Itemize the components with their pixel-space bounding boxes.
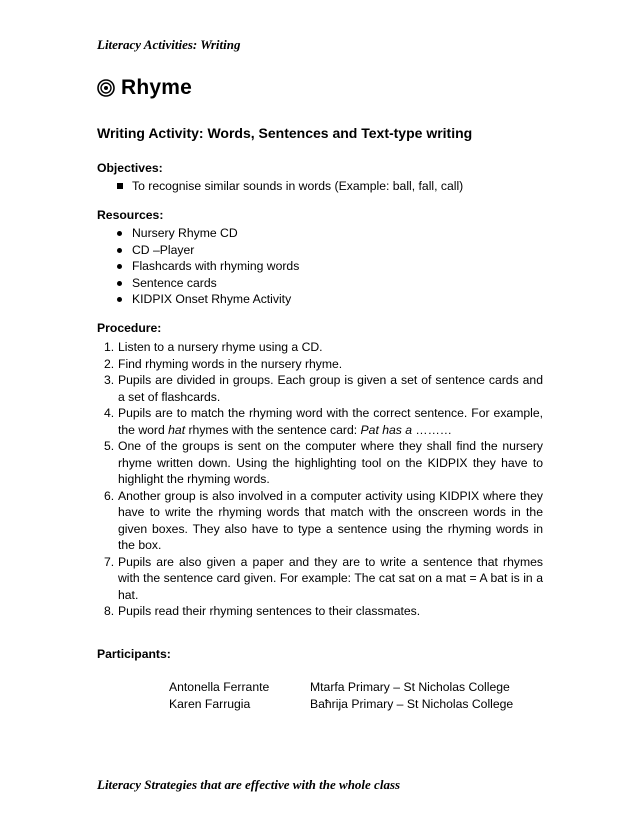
- procedure-step: [104, 438, 543, 488]
- step-text: [118, 405, 543, 438]
- procedure-step: [104, 488, 543, 554]
- step-text-part: ………: [412, 422, 452, 437]
- resources-heading: Resources:: [97, 207, 164, 222]
- list-item: Nursery Rhyme CD: [117, 225, 543, 242]
- step-text: Pupils are divided in groups. Each group is given a set of sentence cards and a set of flashcards.: [118, 373, 543, 404]
- title-row: [97, 76, 192, 100]
- step-number: 5.: [104, 439, 115, 453]
- step-number: 8.: [104, 604, 115, 618]
- step-number: 2.: [104, 356, 115, 371]
- list-item: Sentence cards: [117, 275, 543, 292]
- list-item: KIDPIX Onset Rhyme Activity: [117, 291, 543, 308]
- step-number: 7.: [104, 554, 115, 569]
- objectives-list: [97, 178, 543, 195]
- procedure-step: [104, 554, 543, 604]
- main-content: [97, 125, 543, 712]
- procedure-list: [97, 339, 543, 620]
- list-item: To recognise similar sounds in words (Example: ball, fall, call): [117, 178, 543, 195]
- step-number: 1.: [104, 340, 115, 354]
- procedure-step: [104, 356, 543, 373]
- step-text: Another group is also involved in a computer activity using KIDPIX where they have to write the rhyming words that match with the onscreen words in the given boxes. They also have to type a sentence using the rhyming words in the box.: [118, 488, 543, 552]
- procedure-step: [104, 603, 543, 620]
- step-text: Find rhyming words in the nursery rhyme.: [118, 356, 343, 371]
- procedure-step: [104, 405, 543, 438]
- list-item: Flashcards with rhyming words: [117, 258, 543, 275]
- participant-school: Mtarfa Primary – St Nicholas College: [310, 680, 510, 694]
- participant-row: [169, 679, 543, 696]
- step-text: One of the groups is sent on the computer where they shall find the nursery rhyme written down. Using the highlighting tool on the KIDPIX they have to highlight the rhyming words.: [118, 439, 543, 486]
- example-word: hat: [168, 422, 186, 437]
- page-header: Literacy Activities: Writing: [97, 37, 241, 52]
- participant-name: Karen Farrugia: [169, 696, 251, 711]
- step-text: Pupils read their rhyming sentences to their classmates.: [118, 604, 421, 618]
- procedure-step: [104, 372, 543, 405]
- activity-heading: Writing Activity: Words, Sentences and Text-type writing: [97, 125, 473, 141]
- list-item: CD –Player: [117, 242, 543, 259]
- participant-name: Antonella Ferrante: [169, 680, 270, 694]
- step-text: Pupils are also given a paper and they are to write a sentence that rhymes with the sentence card given. For example: The cat sat on a mat = A bat is in a hat.: [118, 554, 543, 602]
- step-number: 6.: [104, 488, 115, 503]
- page-title: Rhyme: [121, 76, 193, 99]
- objectives-heading: Objectives:: [97, 160, 163, 175]
- step-text-part: Pupils are to match the rhyming word with the correct sentence. For example, the word: [118, 406, 543, 437]
- participant-row: [169, 696, 543, 713]
- procedure-heading: Procedure:: [97, 320, 162, 335]
- example-sentence: Pat has a: [360, 422, 413, 437]
- spiral-bullet-icon: [97, 79, 115, 97]
- step-number: 3.: [104, 373, 115, 387]
- resources-list: [97, 225, 543, 308]
- step-text: Listen to a nursery rhyme using a CD.: [118, 340, 323, 354]
- participants-heading: Participants:: [97, 646, 171, 661]
- participants-list: [169, 679, 543, 712]
- participant-school: Baħrija Primary – St Nicholas College: [310, 696, 514, 711]
- step-number: 4.: [104, 406, 115, 420]
- page-footer: Literacy Strategies that are effective with the whole class: [97, 777, 401, 792]
- procedure-step: [104, 339, 543, 356]
- step-text-part: rhymes with the sentence card:: [185, 422, 361, 437]
